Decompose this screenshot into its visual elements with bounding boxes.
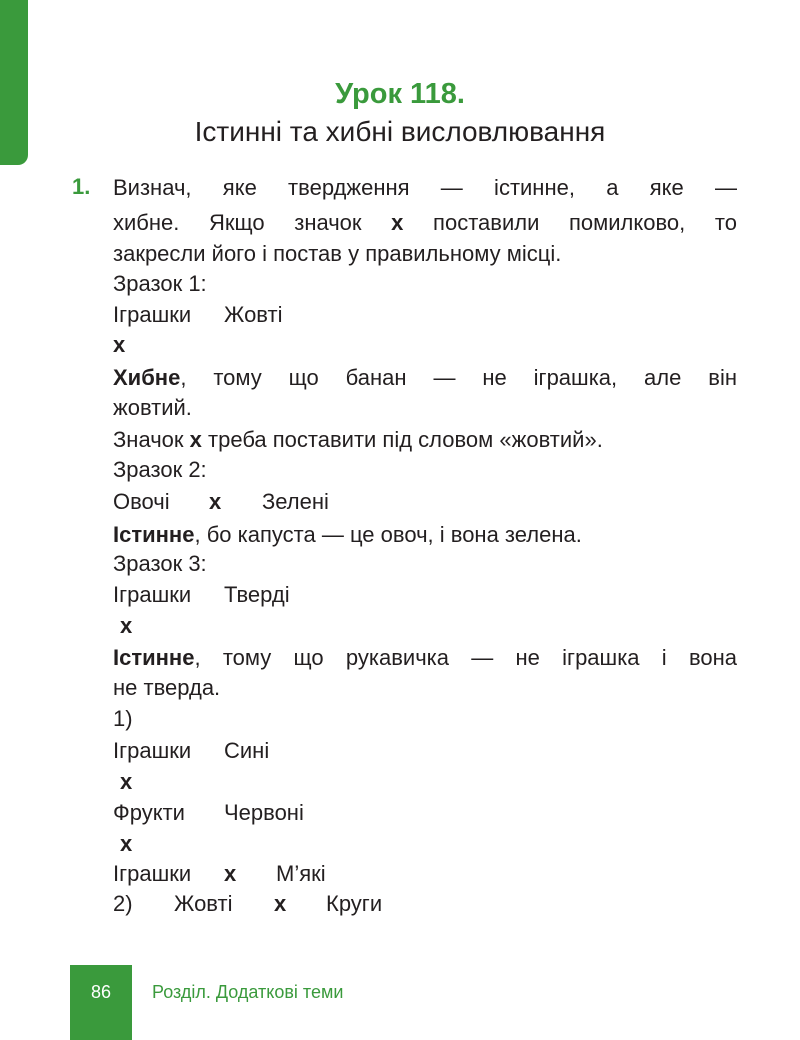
task1-row1-word2: Сині [224,738,270,763]
sample1-answer: Хибне, тому що банан — не іграшка, але він [113,365,737,390]
sample1-word1: Іграшки [113,302,192,327]
sample3-word1: Іграшки [113,582,192,607]
mark-x: x [391,210,404,235]
sample1-word2: Жовті [224,302,283,327]
task1-row2-mark: x [120,831,133,856]
task2-word1: Жовті [174,891,233,916]
task1-row3-word2: М’які [276,861,326,886]
lesson-number: Урок 118. [335,78,465,110]
sample1-label: Зразок 1: [113,271,207,296]
sample1-mark: x [113,332,126,357]
sample2-label: Зразок 2: [113,457,207,482]
instruction-line-2: хибне. Якщо значок x поставили помилково, то [113,210,737,235]
page-number-box [70,965,132,1040]
instruction-line-1: Визнач, яке твердження — істинне, а яке — [113,175,737,200]
section-title: Розділ. Додаткові теми [152,982,344,1002]
sample3-label: Зразок 3: [113,551,207,576]
sample3-answer: Істинне, тому що рукавичка — не іграшка і вона [113,645,737,670]
task1-row2-word2: Червоні [224,800,304,825]
task1-label: 1) [113,706,133,731]
lesson-title: Істинні та хибні висловлювання [194,116,606,147]
sample2-word2: Зелені [262,489,329,514]
page-number: 86 [90,982,112,1002]
sample3-mark: x [120,613,133,638]
task2-word2: Круги [326,891,383,916]
sample1-answer-cont: жовтий. [113,395,192,420]
task1-row1-mark: x [120,769,133,794]
task1-row2-word1: Фрукти [113,800,185,825]
task1-row1-word1: Іграшки [113,738,192,763]
sample3-answer-cont: не тверда. [113,675,221,700]
exercise-number: 1. [72,174,91,199]
sample1-note: Значок x треба поставити під словом «жовтий». [113,427,603,452]
sample2-word1: Овочі [113,489,170,514]
task2-label: 2) [113,891,133,916]
sample2-answer: Істинне, бо капуста — це овоч, і вона зелена. [113,522,582,547]
sample3-word2: Тверді [224,582,290,607]
task2-mark: x [274,891,287,916]
sample2-mark: x [209,489,222,514]
task1-row3-mark: x [224,861,237,886]
task1-row3-word1: Іграшки [113,861,192,886]
instruction-line-3: закресли його і постав у правильному місці. [113,241,562,266]
